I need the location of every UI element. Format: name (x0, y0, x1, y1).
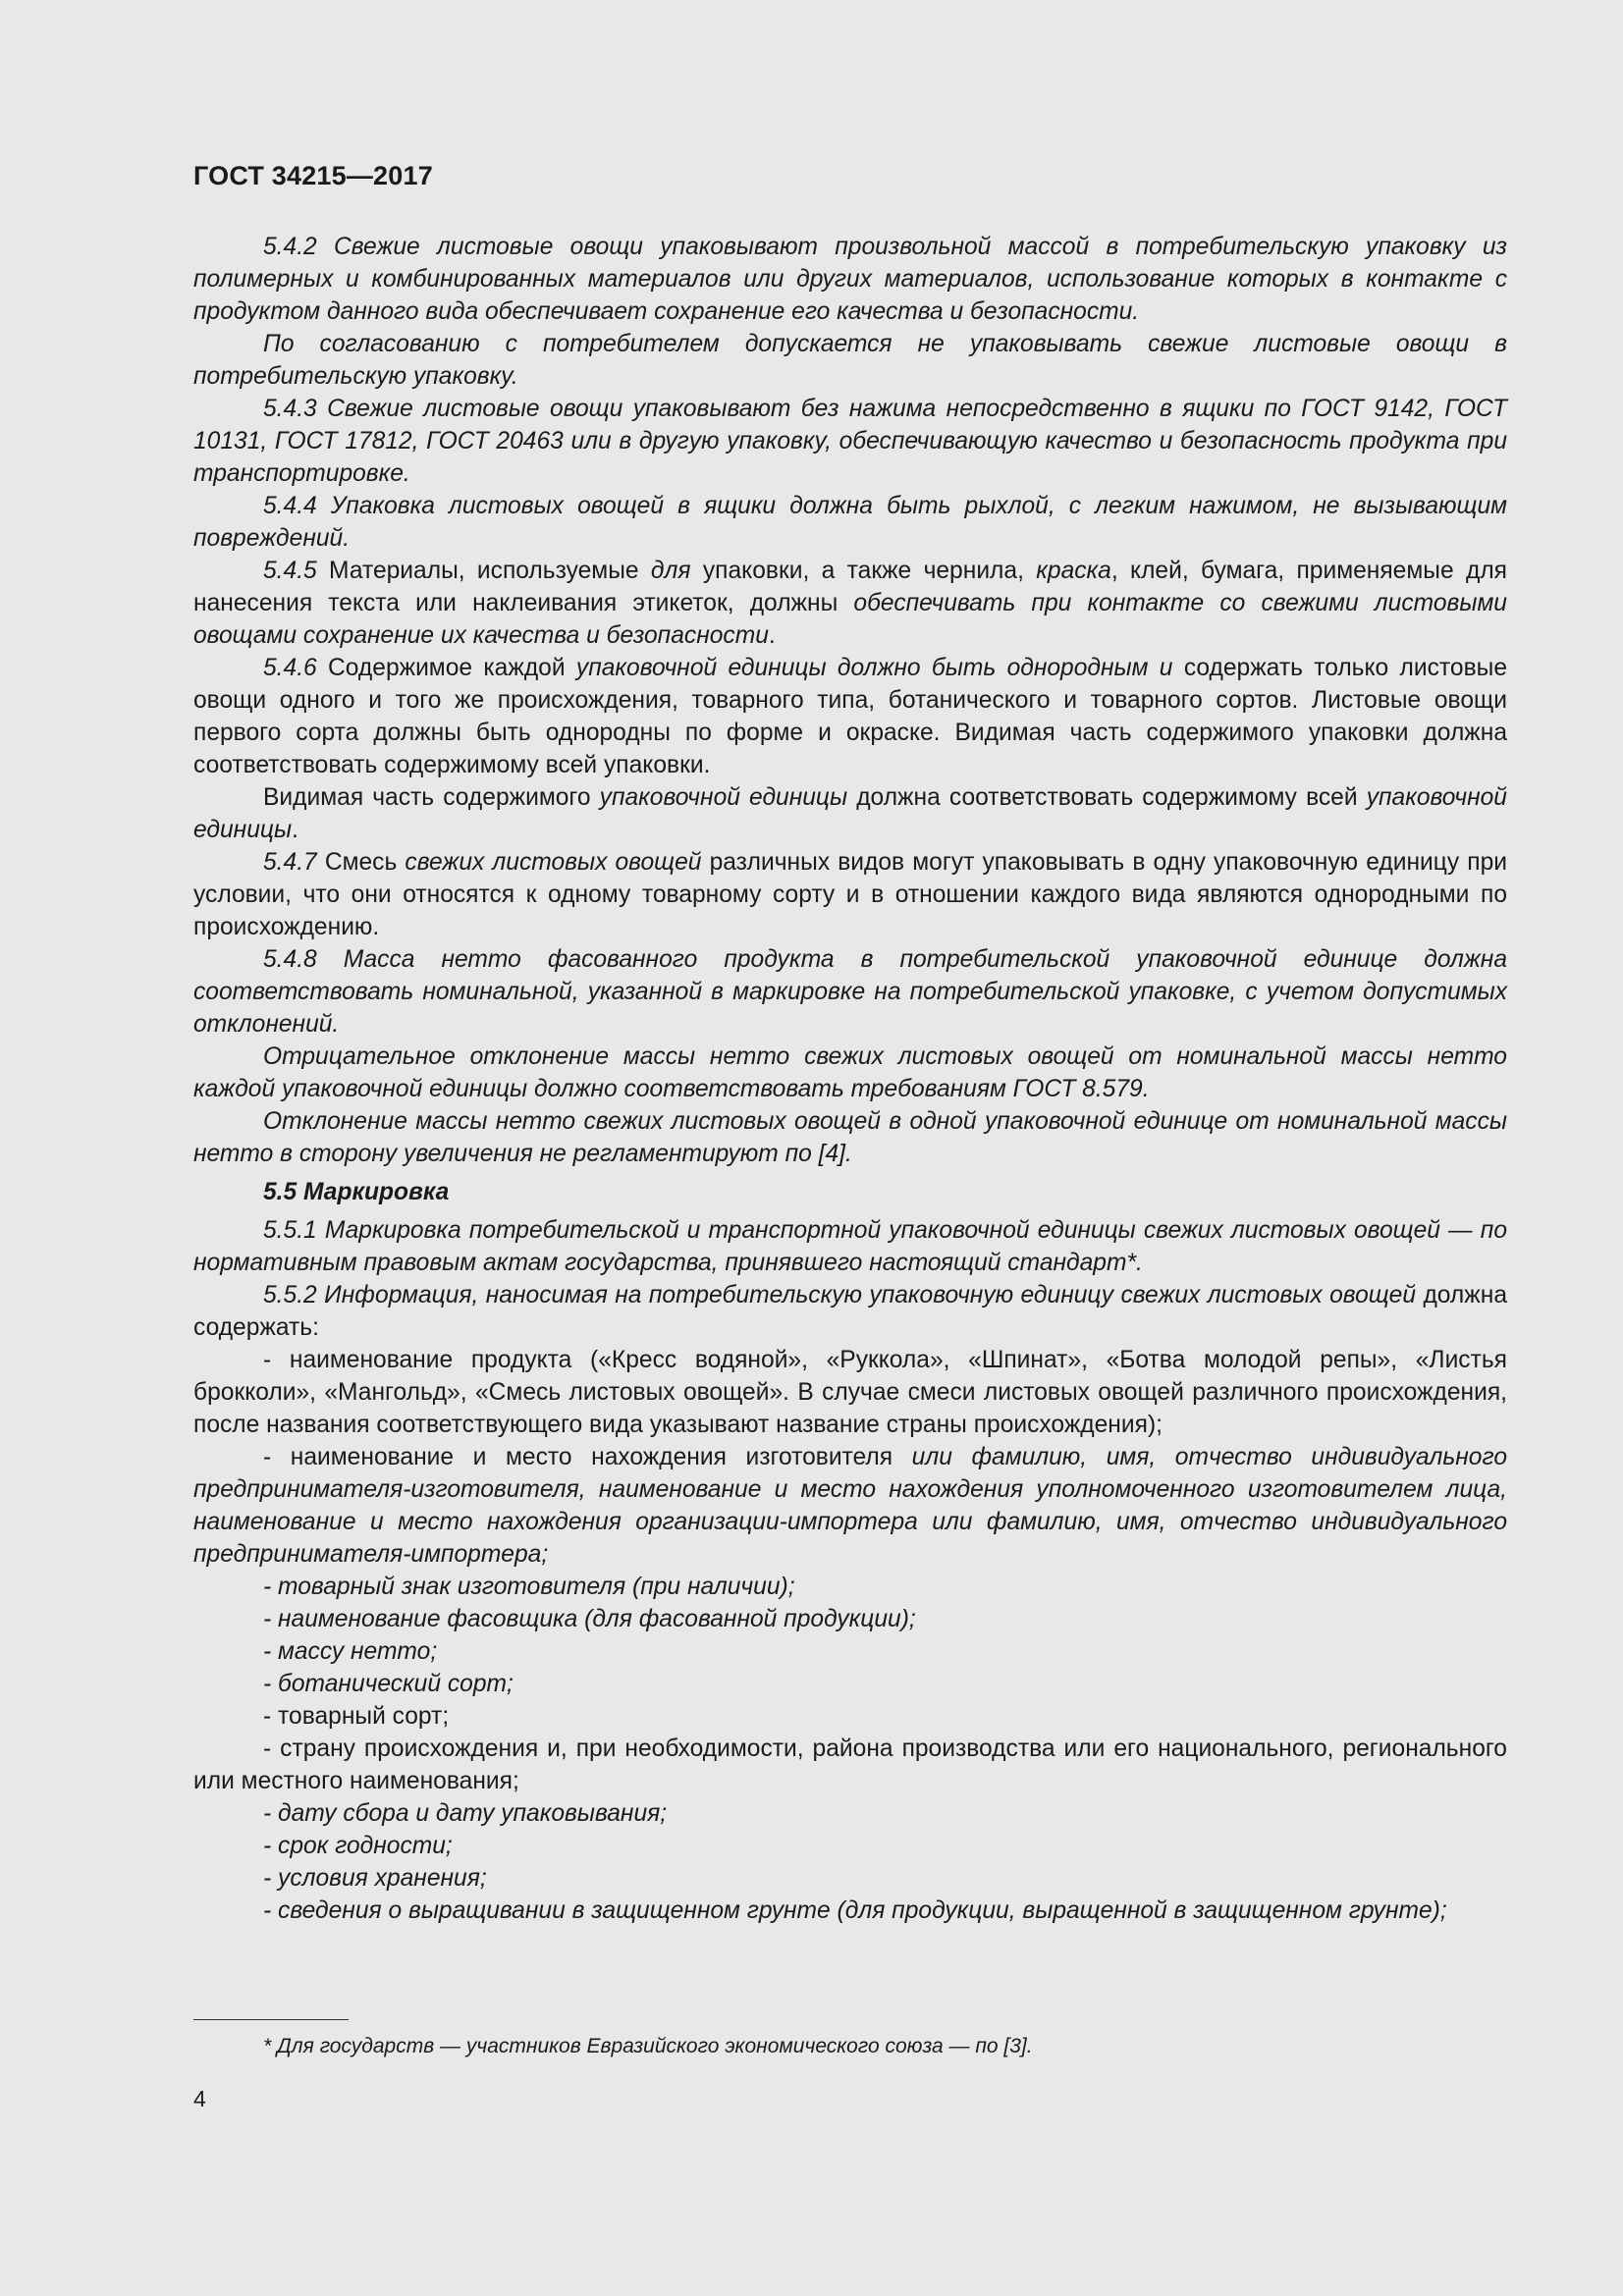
text-run: . (292, 817, 298, 843)
text-run: или фамилию, имя, отчество индивидуального предпринимателя-изготовителя, наименование и место нахождения уполномоченного изготовителем лица, наименование и место нахождения организации-импортера или фамилию, имя, отчество индивидуального предпринимателя-импортера; (193, 1444, 1507, 1568)
page-number: 4 (193, 2086, 206, 2111)
text-run: Смесь (316, 849, 406, 876)
paragraph (193, 555, 1507, 652)
paragraph (193, 846, 1507, 943)
text-run: обеспечивать при контакте со свежими листовыми овощами сохранение их качества и безопасности (193, 590, 1507, 649)
text-run: различных видов могут упаковывать в одну упаковочную единицу при условии, что они относятся к одному товарному сорту и в отношении каждого вида являются однородными по происхождению. (193, 849, 1508, 940)
text-run: содержать только листовые овощи одного и того же происхождения, товарного типа, ботанического и товарного сортов. Листовые овощи первого сорта должны быть однородны по форме и окраске. Видимая часть содержимого упаковки должна соответствовать содержимому всей упаковки. (193, 655, 1507, 778)
text-run: - срок годности; (263, 1833, 453, 1859)
paragraph (193, 393, 1507, 490)
paragraph (193, 1441, 1507, 1571)
paragraph (193, 1733, 1507, 1797)
text-run: 5.5 Маркировка (263, 1179, 450, 1205)
paragraph (193, 1214, 1507, 1279)
text-run: . (768, 622, 776, 649)
footnote: * Для государств — участников Евразийского экономического союза — по [3]. (263, 2035, 1033, 2057)
text-run: - наименование и место нахождения изготовителя (263, 1444, 912, 1470)
paragraph (193, 1830, 1507, 1862)
text-run: 5.4.2 Свежие листовые овощи упаковывают произвольной массой в потребительскую упаковку из полимерных и комбинированных материалов или других материалов, использование которых в контакте с продуктом данного вида обеспечивает сохранение его качества и безопасности. (193, 234, 1507, 325)
text-run: Видимая часть содержимого (263, 784, 600, 811)
text-run: 5.4.8 Масса нетто фасованного продукта в потребительской упаковочной единице должна соответствовать номинальной, указанной в маркировке на потребительской упаковке, с учетом допустимых отклонений. (193, 946, 1507, 1038)
paragraph (193, 231, 1507, 328)
text-run: - товарный знак изготовителя (при наличии); (263, 1574, 795, 1600)
text-run: - дату сбора и дату упаковывания; (263, 1800, 668, 1827)
text-run: упаковочной единицы (599, 784, 848, 811)
text-run: , клей, бумага, применяемые для нанесения текста или наклеивания этикеток, должны (193, 558, 1507, 616)
text-run: 5.4.7 (263, 849, 317, 876)
text-run: - страну происхождения и, при необходимости, района производства или его национального, регионального или местного наименования; (193, 1735, 1507, 1794)
text-run: - товарный сорт; (263, 1703, 450, 1730)
paragraph (193, 781, 1507, 846)
paragraph (193, 1105, 1507, 1170)
document-body (193, 231, 1507, 1927)
paragraph (193, 652, 1507, 781)
text-run: упаковочной единицы (193, 784, 1507, 843)
text-run: Отрицательное отклонение массы нетто свежих листовых овощей от номинальной массы нетто каждой упаковочной единицы должно соответствовать требованиям ГОСТ 8.579. (193, 1043, 1507, 1102)
paragraph (193, 1797, 1507, 1830)
text-run: - массу нетто; (263, 1638, 438, 1665)
paragraph (193, 1895, 1507, 1927)
text-run: Содержимое каждой (316, 655, 576, 681)
text-run: - наименование продукта («Кресс водяной», «Руккола», «Шпинат», «Ботва молодой репы», «Листья брокколи», «Мангольд», «Смесь листовых овощей». В случае смеси листовых овощей различного происхождения, после названия соответствующего вида указывают название страны происхождения); (193, 1347, 1507, 1438)
text-run: - наименование фасовщика (для фасованной продукции); (263, 1606, 916, 1632)
text-run: - сведения о выращивании в защищенном грунте (для продукции, выращенной в защищенном грунте); (263, 1897, 1447, 1924)
text-run: свежих листовых овощей (405, 849, 702, 876)
text-run: 5.4.3 Свежие листовые овощи упаковывают без нажима непосредственно в ящики по ГОСТ 9142, ГОСТ 10131, ГОСТ 17812, ГОСТ 20463 или в другую упаковку, обеспечивающую качество и безопасность продукта при транспортировке. (193, 396, 1507, 487)
section-heading (193, 1176, 1507, 1208)
paragraph (193, 490, 1507, 555)
text-run: должна содержать: (193, 1282, 1507, 1341)
text-run: Материалы, используемые (316, 558, 651, 584)
text-run: - ботанический сорт; (263, 1671, 514, 1697)
paragraph (193, 328, 1507, 393)
paragraph (193, 1279, 1507, 1344)
text-run: упаковочной единицы должно быть однородным и (575, 655, 1173, 681)
text-run: Отклонение массы нетто свежих листовых овощей в одной упаковочной единице от номинальной массы нетто в сторону увеличения не регламентируют по [4]. (193, 1108, 1507, 1167)
text-run: упаковки, а также чернила, (690, 558, 1037, 584)
paragraph (193, 1668, 1507, 1700)
text-run: По согласованию с потребителем допускается не упаковывать свежие листовые овощи в потребительскую упаковку. (193, 331, 1507, 390)
text-run: 5.5.1 Маркировка потребительской и транспортной упаковочной единицы свежих листовых овощей — по нормативным правовым актам государства, принявшего настоящий стандарт*. (193, 1217, 1507, 1276)
paragraph (193, 1571, 1507, 1603)
paragraph (193, 1700, 1507, 1733)
paragraph (193, 943, 1507, 1041)
paragraph (193, 1041, 1507, 1105)
footnote-divider (193, 2019, 349, 2020)
text-run: 5.5.2 Информация, наносимая на потребительскую упаковочную единицу свежих листовых овощей (263, 1282, 1417, 1308)
text-run: для (650, 558, 691, 584)
text-run: краска (1036, 558, 1111, 584)
paragraph (193, 1635, 1507, 1668)
text-run: 5.4.6 (263, 655, 317, 681)
paragraph (193, 1603, 1507, 1635)
text-run: 5.4.5 (263, 558, 317, 584)
paragraph (193, 1862, 1507, 1895)
document-header: ГОСТ 34215—2017 (193, 161, 433, 190)
text-run: должна соответствовать содержимому всей (847, 784, 1367, 811)
text-run: 5.4.4 Упаковка листовых овощей в ящики должна быть рыхлой, с легким нажимом, не вызывающим повреждений. (193, 493, 1507, 552)
paragraph (193, 1344, 1507, 1441)
text-run: - условия хранения; (263, 1865, 487, 1892)
